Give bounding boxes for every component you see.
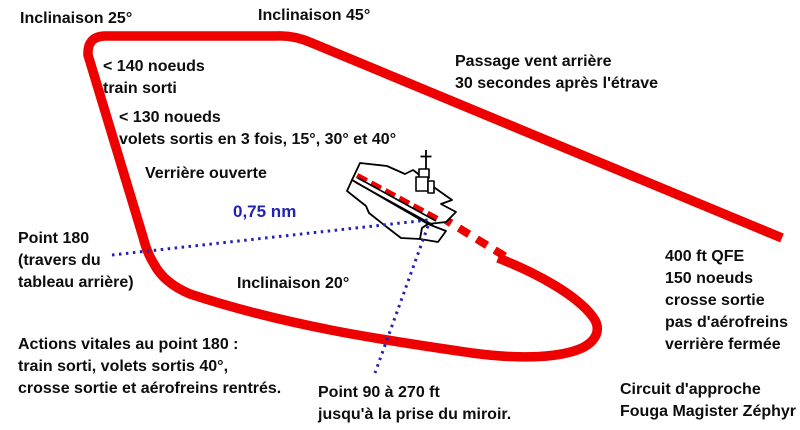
label-downwind-pass-line1: Passage vent arrière — [455, 53, 612, 70]
label-bank-25: Inclinaison 25° — [20, 10, 133, 27]
label-bank-45: Inclinaison 45° — [258, 7, 371, 24]
label-point-90 — [318, 382, 511, 426]
label-final-approach-line4: pas d'aérofreins — [665, 314, 788, 331]
label-point-180 — [18, 228, 134, 294]
label-vital-actions-line1: Actions vitales au point 180 : — [18, 336, 239, 353]
point90-dotted-line — [375, 226, 428, 373]
label-final-approach-line2: 150 noeuds — [665, 270, 754, 287]
carrier-island-main — [416, 177, 428, 191]
carrier-island-stack — [428, 181, 434, 193]
label-speed-130-line2: volets sortis en 3 fois, 15°, 30° et 40° — [119, 131, 397, 148]
final-approach-dashes — [441, 217, 506, 257]
label-vital-actions-line2: train sorti, volets sortis 40°, — [18, 358, 229, 375]
label-speed-140 — [103, 56, 205, 100]
label-canopy-open: Verrière ouverte — [145, 165, 267, 182]
label-point-180-line3: tableau arrière) — [18, 274, 134, 291]
label-point-90-line2: jusqu'à la prise du miroir. — [318, 406, 512, 423]
label-final-approach-line3: crosse sortie — [665, 292, 765, 309]
label-speed-130-line1: < 130 noueds — [119, 109, 221, 126]
label-point-90-line1: Point 90 à 270 ft — [318, 384, 440, 401]
label-final-approach-line5: verrière fermée — [665, 336, 781, 353]
label-downwind-pass-line2: 30 secondes après l'étrave — [455, 75, 659, 92]
label-final-approach-line1: 400 ft QFE — [665, 248, 745, 265]
label-bank-20: Inclinaison 20° — [237, 275, 350, 292]
label-speed-130 — [119, 107, 396, 151]
distance-dotted-line — [112, 220, 428, 255]
label-vital-actions — [18, 334, 281, 400]
label-point-180-line2: (travers du — [18, 252, 101, 269]
label-speed-140-line2: train sorti — [103, 80, 177, 97]
diagram-title — [620, 379, 796, 423]
label-speed-140-line1: < 140 noeuds — [103, 58, 205, 75]
label-final-approach-params — [665, 246, 788, 356]
label-vital-actions-line3: crosse sortie et aérofreins rentrés. — [18, 380, 282, 397]
diagram-title-line1: Circuit d'approche — [620, 381, 761, 398]
label-distance: 0,75 nm — [233, 202, 297, 221]
diagram-title-line2: Fouga Magister Zéphyr — [620, 403, 797, 420]
label-point-180-line1: Point 180 — [18, 230, 90, 247]
label-downwind-pass — [455, 51, 658, 95]
